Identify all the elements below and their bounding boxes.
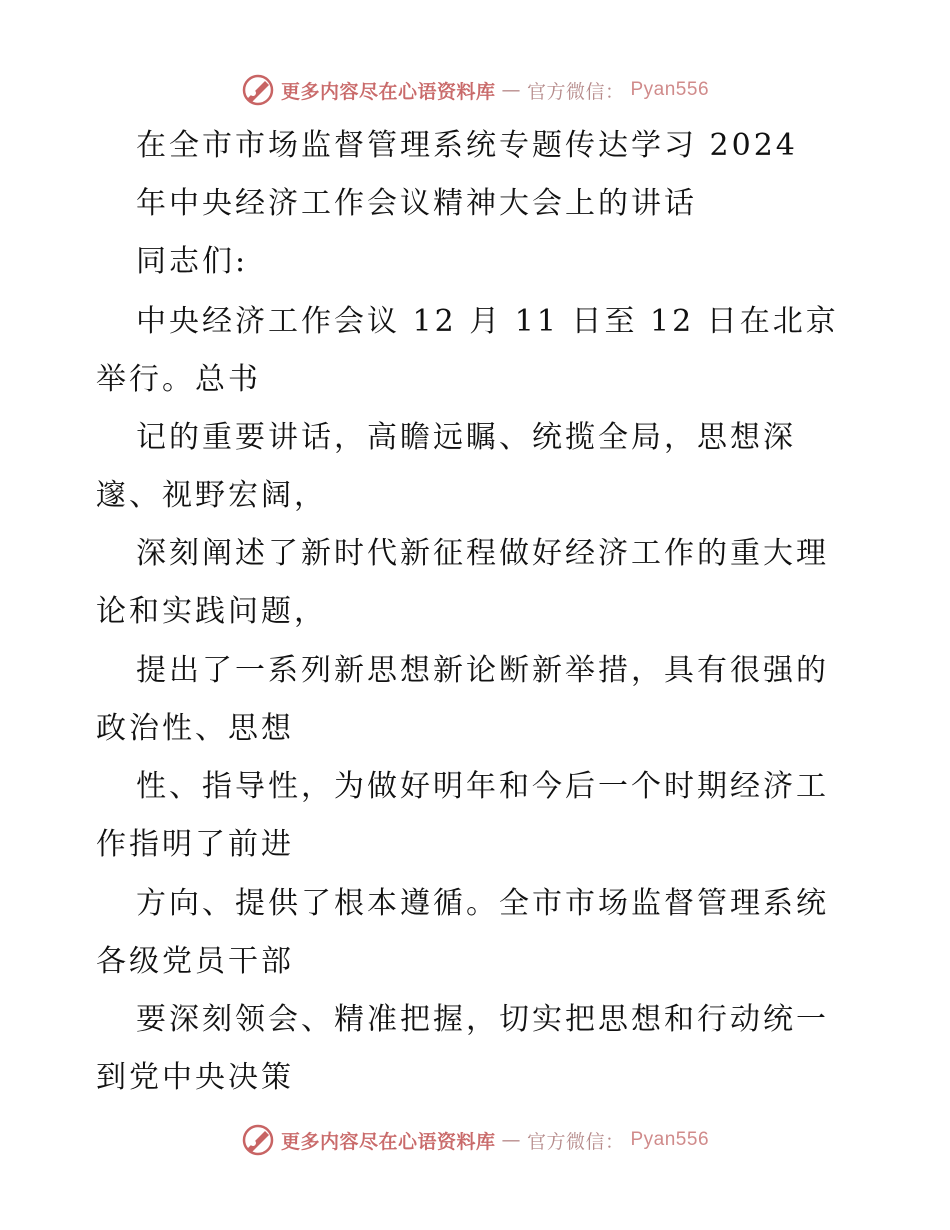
watermark-contact-label: 官方微信： [526, 80, 625, 103]
paragraph-line: 方向、提供了根本遵循。全市市场监督管理系统 [136, 886, 829, 921]
watermark-contact-label: 官方微信： [526, 1130, 625, 1153]
watermark-dash: — [501, 1129, 521, 1151]
paragraph-line: 政治性、思想 [96, 711, 294, 746]
paragraph-line: 到党中央决策 [96, 1060, 294, 1095]
paragraph-line: 举行。总书 [96, 362, 261, 397]
paragraph-line: 作指明了前进 [96, 827, 294, 862]
paragraph-line: 邃、视野宏阔， [96, 478, 327, 513]
watermark-dash: — [501, 79, 521, 101]
title-line-1: 在全市市场监督管理系统专题传达学习 2024 [136, 128, 798, 163]
paragraph-line: 性、指导性，为做好明年和今后一个时期经济工 [136, 769, 829, 804]
paragraph-line: 深刻阐述了新时代新征程做好经济工作的重大理 [136, 536, 829, 571]
watermark-wechat-id: Pyan556 [630, 1129, 710, 1150]
watermark-wechat-id: Pyan556 [630, 79, 710, 100]
watermark-main-text: 更多内容尽在心语资料库 [280, 1130, 496, 1153]
brush-logo-icon [241, 1123, 275, 1157]
paragraph-line: 各级党员干部 [96, 944, 294, 979]
watermark-main-text: 更多内容尽在心语资料库 [280, 80, 496, 103]
paragraph-line: 中央经济工作会议 12 月 11 日至 12 日在北京 [136, 304, 839, 339]
salutation: 同志们: [136, 244, 249, 279]
watermark-footer [0, 1120, 950, 1160]
paragraph-line: 提出了一系列新思想新论断新举措，具有很强的 [136, 653, 829, 688]
paragraph-line: 论和实践问题， [96, 594, 327, 629]
paragraph-line: 要深刻领会、精准把握，切实把思想和行动统一 [136, 1002, 829, 1037]
paragraph-line: 记的重要讲话，高瞻远瞩、统揽全局，思想深 [136, 420, 796, 455]
title-line-2: 年中央经济工作会议精神大会上的讲话 [136, 186, 697, 221]
